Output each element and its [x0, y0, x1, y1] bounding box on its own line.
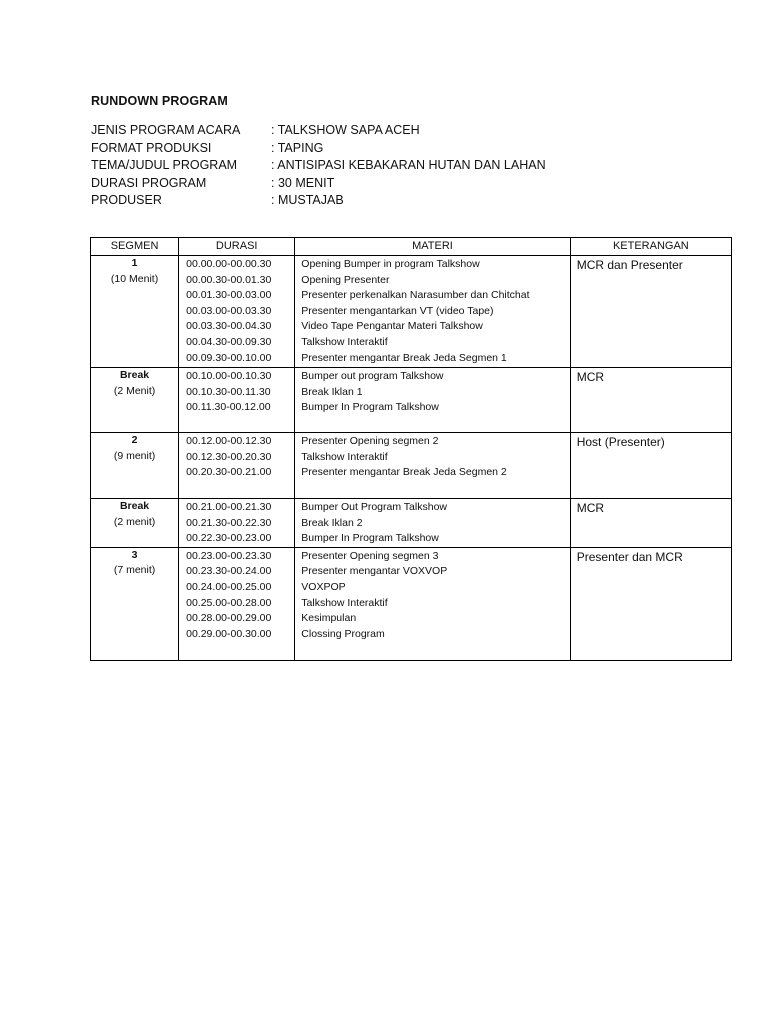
duration-line: 00.03.00-00.03.30 [186, 304, 272, 317]
table-row-segment-2 [91, 433, 732, 499]
note-cell: MCR [570, 368, 731, 433]
duration-line: 00.03.30-00.04.30 [186, 320, 272, 333]
duration-line: 00.28.00-00.29.00 [186, 612, 272, 625]
header-keterangan: KETERANGAN [570, 238, 731, 256]
duration-line: 00.00.00-00.00.30 [186, 258, 272, 270]
duration-line: 00.22.30-00.23.00 [186, 532, 272, 545]
table-row-segment-3 [91, 547, 732, 660]
info-label: JENIS PROGRAM ACARA [91, 123, 241, 137]
info-value: : TAPING [271, 140, 324, 155]
material-cell [295, 499, 570, 548]
material-line: Talkshow Interaktif [301, 335, 388, 348]
info-label: DURASI PROGRAM [91, 175, 207, 190]
duration-cell [179, 499, 295, 548]
table-row-break-1 [91, 368, 732, 433]
info-label: PRODUSER [91, 193, 162, 208]
note-cell: Presenter dan MCR [570, 547, 731, 660]
info-row-durasi-program [91, 175, 691, 193]
segment-length: (2 menit) [113, 515, 156, 528]
duration-line: 00.29.00-00.30.00 [186, 627, 272, 640]
material-line: Bumper Out Program Talkshow [301, 501, 447, 513]
header-durasi: DURASI [179, 238, 295, 256]
segment-number: Break [119, 500, 150, 512]
material-line: Presenter perkenalkan Narasumber dan Chitchat [301, 289, 530, 302]
note-cell: MCR dan Presenter [570, 256, 731, 368]
duration-cell [179, 547, 295, 660]
note-cell: MCR [570, 499, 731, 548]
material-line: VOXPOP [301, 580, 346, 593]
material-line: Bumper In Program Talkshow [301, 532, 439, 545]
segment-cell [91, 433, 179, 499]
duration-line: 00.12.00-00.12.30 [186, 435, 272, 447]
program-info [91, 122, 691, 210]
table-row-segment-1 [91, 256, 732, 368]
duration-line: 00.21.00-00.21.30 [186, 501, 272, 513]
material-cell [295, 547, 570, 660]
duration-cell [179, 256, 295, 368]
material-line: Clossing Program [301, 627, 385, 640]
info-value: : ANTISIPASI KEBAKARAN HUTAN DAN LAHAN [271, 158, 546, 173]
duration-line: 00.21.30-00.22.30 [186, 516, 272, 529]
segment-number: 3 [131, 548, 138, 561]
info-label: TEMA/JUDUL PROGRAM [91, 158, 238, 173]
table-row-break-2 [91, 499, 732, 548]
header-materi: MATERI [295, 238, 570, 256]
material-line: Talkshow Interaktif [301, 596, 388, 609]
info-row-format-produksi [91, 140, 691, 158]
duration-line: 00.00.30-00.01.30 [186, 273, 272, 286]
segment-cell [91, 368, 179, 433]
duration-line: 00.10.00-00.10.30 [186, 370, 272, 382]
info-row-jenis-program [91, 122, 691, 140]
info-value: : TALKSHOW SAPA ACEH [271, 123, 420, 137]
material-cell [295, 256, 570, 368]
material-line: Presenter mengantar Break Jeda Segmen 1 [301, 351, 507, 364]
segment-length: (10 Menit) [110, 272, 159, 285]
material-line: Opening Bumper in program Talkshow [301, 258, 480, 270]
info-row-tema-judul [91, 157, 691, 175]
material-cell [295, 368, 570, 433]
material-line: Break Iklan 2 [301, 516, 363, 529]
page-title: RUNDOWN PROGRAM [91, 94, 228, 108]
duration-line: 00.24.00-00.25.00 [186, 580, 272, 593]
segment-number: 1 [131, 257, 138, 269]
material-line: Presenter Opening segmen 3 [301, 549, 439, 562]
material-line: Presenter mengantar Break Jeda Segmen 2 [301, 466, 507, 479]
info-row-produser [91, 192, 691, 210]
material-line: Presenter mengantar VOXVOP [301, 565, 448, 578]
material-line: Bumper In Program Talkshow [301, 401, 439, 414]
duration-cell [179, 368, 295, 433]
segment-length: (9 menit) [113, 449, 156, 462]
material-line: Video Tape Pengantar Materi Talkshow [301, 320, 483, 333]
duration-line: 00.20.30-00.21.00 [186, 466, 272, 479]
segment-length: (7 menit) [113, 564, 156, 577]
info-value: : MUSTAJAB [271, 193, 344, 208]
material-line: Kesimpulan [301, 612, 357, 625]
segment-number: Break [119, 369, 150, 381]
header-segmen: SEGMEN [91, 238, 179, 256]
duration-line: 00.04.30-00.09.30 [186, 335, 272, 348]
segment-length: (2 Menit) [113, 384, 156, 397]
duration-line: 00.12.30-00.20.30 [186, 450, 272, 463]
table-header-row [91, 238, 732, 256]
duration-line: 00.25.00-00.28.00 [186, 596, 272, 609]
duration-cell [179, 433, 295, 499]
duration-line: 00.01.30-00.03.00 [186, 289, 272, 302]
segment-number: 2 [131, 434, 138, 446]
duration-line: 00.09.30-00.10.00 [186, 351, 272, 364]
material-line: Presenter mengantarkan VT (video Tape) [301, 304, 494, 317]
duration-line: 00.11.30-00.12.00 [186, 401, 271, 414]
material-line: Presenter Opening segmen 2 [301, 435, 439, 447]
material-line: Break Iklan 1 [301, 385, 363, 398]
info-value: : 30 MENIT [271, 175, 335, 190]
segment-cell [91, 499, 179, 548]
segment-cell [91, 256, 179, 368]
material-line: Talkshow Interaktif [301, 450, 388, 463]
material-line: Opening Presenter [301, 273, 390, 286]
rundown-table [90, 237, 732, 661]
material-line: Bumper out program Talkshow [301, 370, 444, 382]
material-cell [295, 433, 570, 499]
info-label: FORMAT PRODUKSI [91, 140, 212, 155]
note-cell: Host (Presenter) [570, 433, 731, 499]
duration-line: 00.23.30-00.24.00 [186, 565, 272, 578]
segment-cell [91, 547, 179, 660]
duration-line: 00.10.30-00.11.30 [186, 385, 271, 398]
duration-line: 00.23.00-00.23.30 [186, 549, 272, 562]
